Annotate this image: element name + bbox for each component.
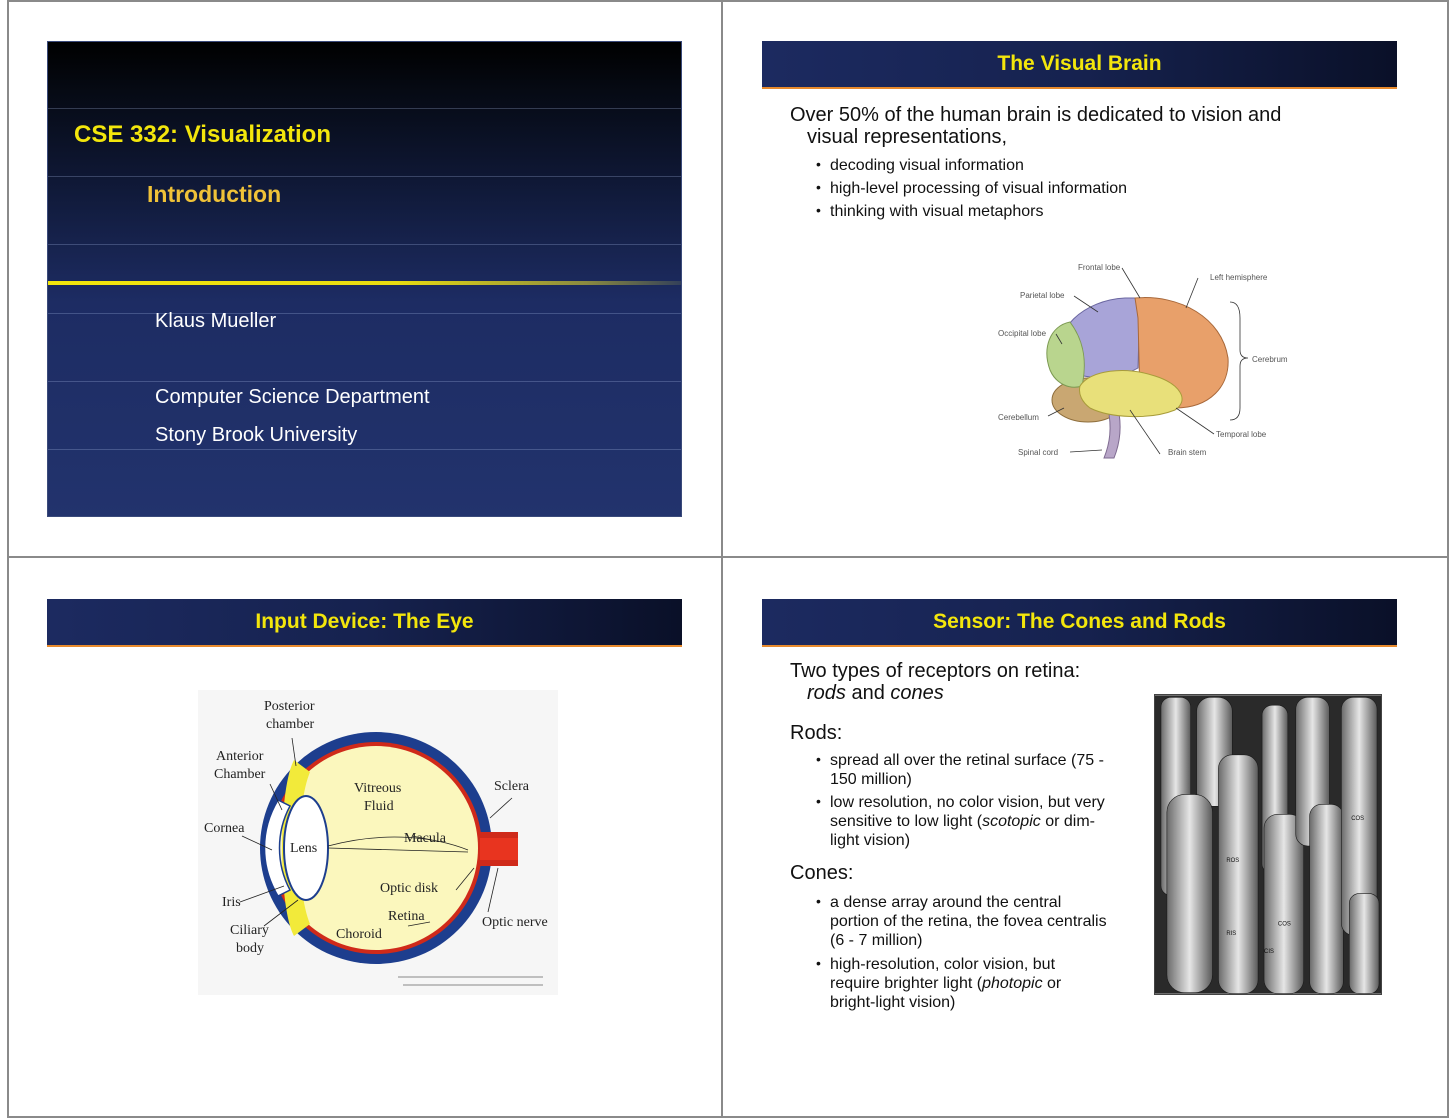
micrograph-label: ROS — [1226, 857, 1240, 864]
brain-label: Cerebellum — [998, 413, 1039, 422]
micrograph-label: RIS — [1226, 931, 1237, 938]
brain-label: Spinal cord — [1018, 448, 1059, 457]
slide-title-bar: The Visual Brain — [762, 41, 1397, 89]
section-heading: Cones: — [790, 862, 854, 884]
eye-label: body — [236, 941, 264, 956]
brain-label: Parietal lobe — [1020, 291, 1065, 300]
intro-line: rods and cones — [807, 682, 944, 704]
brain-diagram — [990, 258, 1300, 470]
brain-label: Cerebrum — [1252, 355, 1288, 364]
eye-label: chamber — [266, 717, 315, 732]
course-title: CSE 332: Visualization — [74, 121, 331, 148]
intro-line: Two types of receptors on retina: — [790, 660, 1081, 682]
eye-label: Iris — [222, 895, 241, 910]
eye-label: Anterior — [216, 749, 264, 764]
micrograph-label: COS — [1277, 921, 1291, 928]
bullet-item: • thinking with visual metaphors — [816, 202, 1044, 220]
slide-rule — [48, 108, 681, 109]
slide-rule — [48, 313, 681, 314]
title-slide — [47, 41, 682, 517]
slide-rule — [48, 176, 681, 177]
bullet-item: • high-resolution, color vision, but require brighter light (photopic or bright-light vision) — [816, 955, 1062, 1011]
eye-label: Lens — [290, 841, 318, 856]
brain-label: Occipital lobe — [998, 329, 1047, 338]
accent-stripe — [48, 281, 681, 285]
eye-label: Vitreous — [354, 781, 402, 796]
slide-rule — [48, 244, 681, 245]
eye-diagram — [198, 690, 558, 995]
slide-rule — [48, 381, 681, 382]
eye-label: Macula — [404, 831, 446, 846]
eye-label: Retina — [388, 909, 425, 924]
bullet-item: • low resolution, no color vision, but very sensitive to low light (scotopic or dim- light vision) — [816, 793, 1105, 849]
slide-title-bar: Input Device: The Eye — [47, 599, 682, 647]
intro-line: visual representations, — [807, 126, 1008, 148]
slide-title-bar: Sensor: The Cones and Rods — [762, 599, 1397, 647]
eye-label: Optic nerve — [482, 915, 548, 930]
author-name: Klaus Mueller — [155, 310, 277, 332]
brain-label: Brain stem — [1168, 448, 1207, 457]
university: Stony Brook University — [155, 424, 358, 446]
bullet-item: • decoding visual information — [816, 156, 1024, 174]
eye-label: Ciliary — [230, 923, 269, 938]
eye-label: Sclera — [494, 779, 529, 794]
rods-cones-micrograph — [1154, 694, 1382, 995]
micrograph-label: CIS — [1264, 949, 1274, 956]
brain-label: Temporal lobe — [1216, 430, 1267, 439]
department: Computer Science Department — [155, 386, 430, 408]
eye-label: Chamber — [214, 767, 266, 782]
eye-label: Posterior — [264, 699, 315, 714]
brain-label: Frontal lobe — [1078, 263, 1121, 272]
slide-rule — [48, 449, 681, 450]
section-heading: Rods: — [790, 722, 843, 744]
vertical-divider — [721, 0, 723, 1118]
eye-label: Fluid — [364, 799, 394, 814]
eye-label: Cornea — [204, 821, 245, 836]
intro-line: Over 50% of the human brain is dedicated to vision and — [790, 104, 1282, 126]
bullet-item: • a dense array around the central portion of the retina, the fovea centralis (6 - 7 million) — [816, 893, 1107, 949]
brain-label: Left hemisphere — [1210, 273, 1268, 282]
micrograph-label: COS — [1351, 816, 1365, 823]
bullet-item: • high-level processing of visual information — [816, 179, 1128, 197]
bullet-item: • spread all over the retinal surface (75 - 150 million) — [816, 751, 1104, 788]
eye-label: Choroid — [336, 927, 382, 942]
horizontal-divider — [7, 556, 1447, 558]
eye-label: Optic disk — [380, 881, 438, 896]
lecture-subtitle: Introduction — [147, 181, 282, 207]
